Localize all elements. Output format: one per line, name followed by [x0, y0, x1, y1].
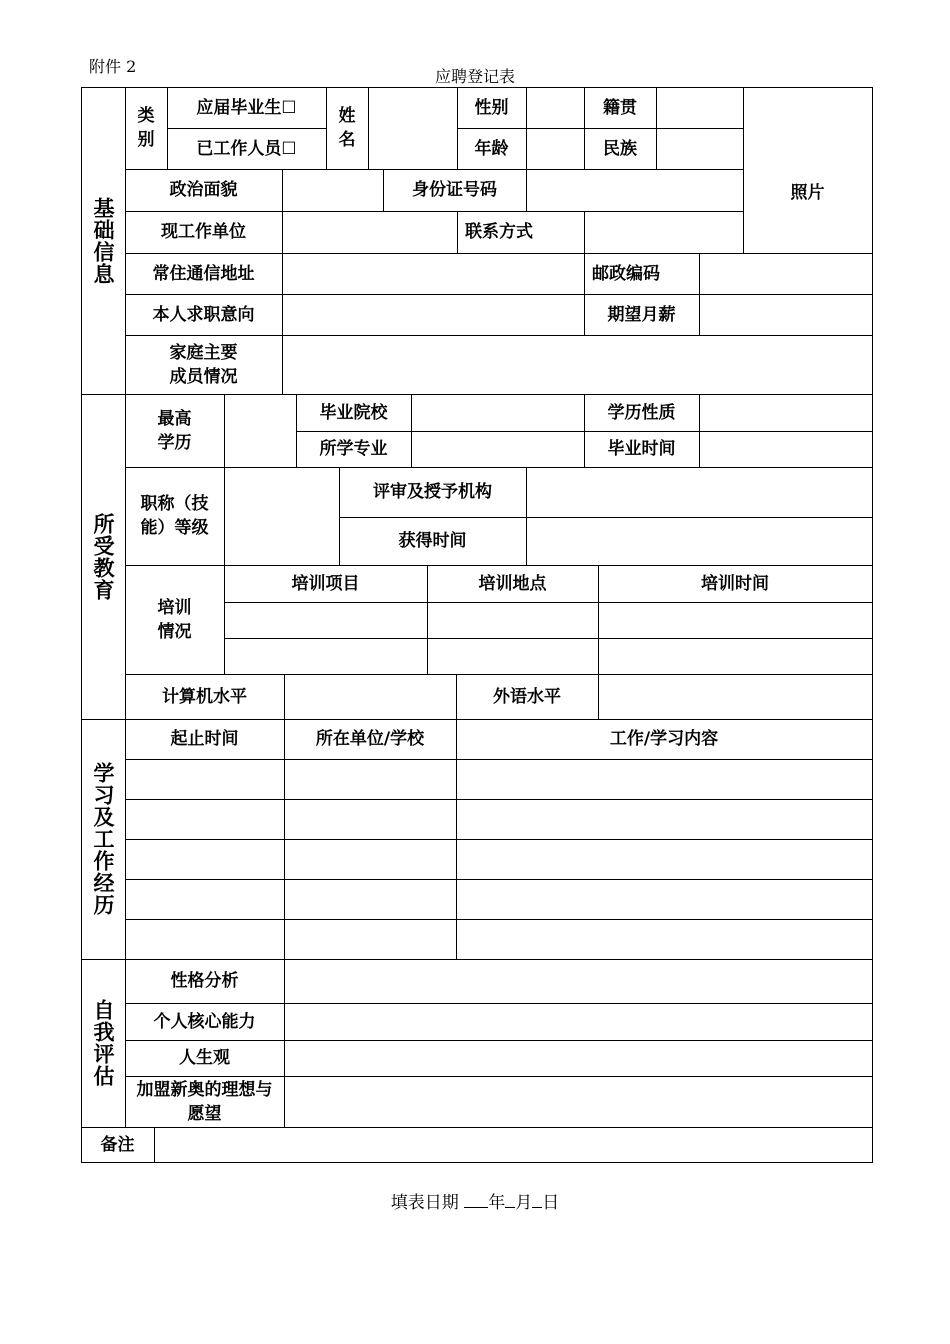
day-label: 日 — [542, 1193, 560, 1213]
expected-salary-label: 期望月薪 — [607, 304, 676, 325]
gender-field[interactable] — [526, 87, 584, 128]
degree-type-field[interactable] — [699, 394, 872, 431]
day-blank[interactable] — [532, 1191, 542, 1208]
obtained-time-label: 获得时间 — [398, 531, 467, 551]
training-time-field[interactable] — [598, 638, 872, 674]
experience-row[interactable] — [125, 839, 872, 879]
year-blank[interactable] — [464, 1191, 488, 1208]
experience-row[interactable] — [125, 759, 872, 799]
highest-degree-label: 最高学历 — [157, 408, 192, 453]
current-employer-label: 现工作单位 — [161, 222, 246, 242]
photo-box[interactable]: 照片 — [790, 182, 825, 203]
training-label: 培训情况 — [157, 597, 192, 642]
degree-type-label: 学历性质 — [607, 402, 676, 423]
experience-row[interactable] — [125, 879, 872, 919]
language-level-label: 外语水平 — [493, 686, 561, 707]
training-item-field[interactable] — [224, 602, 427, 638]
highest-degree-field[interactable] — [224, 394, 296, 467]
category-label: 类别 — [137, 106, 155, 150]
core-ability-field[interactable] — [284, 1003, 872, 1040]
expected-salary-field[interactable] — [699, 294, 872, 335]
section-experience: 学习及工作经历 — [91, 762, 115, 916]
ethnicity-label: 民族 — [603, 138, 637, 159]
training-item-header: 培训项目 — [291, 573, 360, 594]
job-intention-label: 本人求职意向 — [152, 304, 255, 325]
life-view-label: 人生观 — [179, 1048, 230, 1068]
address-field[interactable] — [282, 253, 584, 294]
gender-label: 性别 — [474, 97, 509, 118]
personality-label: 性格分析 — [170, 971, 239, 991]
school-field[interactable] — [411, 394, 584, 431]
age-field[interactable] — [526, 128, 584, 169]
political-field[interactable] — [282, 169, 383, 211]
experience-row[interactable] — [125, 799, 872, 839]
month-label: 月 — [515, 1193, 533, 1213]
ideal-label: 加盟新奥的理想与愿望 — [136, 1079, 273, 1124]
fill-date-label: 填表日期 — [390, 1193, 459, 1213]
address-label: 常住通信地址 — [152, 263, 255, 284]
training-time-header: 培训时间 — [701, 573, 769, 594]
fill-date — [0, 1188, 950, 1213]
training-place-field[interactable] — [427, 638, 598, 674]
language-level-field[interactable] — [598, 674, 872, 719]
computer-level-label: 计算机水平 — [162, 686, 247, 707]
age-label: 年龄 — [474, 138, 509, 159]
section-basic-info: 基础信息 — [91, 196, 115, 285]
period-header: 起止时间 — [170, 729, 239, 749]
job-intention-field[interactable] — [282, 294, 584, 335]
section-self-evaluation: 自我评估 — [91, 999, 115, 1087]
obtained-time-field[interactable] — [526, 517, 872, 565]
name-field[interactable] — [368, 87, 457, 169]
fresh-graduate-checkbox[interactable]: 应届毕业生☐ — [196, 97, 297, 118]
postcode-label: 邮政编码 — [592, 263, 660, 284]
training-time-field[interactable] — [598, 602, 872, 638]
form-title: 应聘登记表 — [434, 67, 515, 86]
major-field[interactable] — [411, 431, 584, 467]
ideal-field[interactable] — [284, 1076, 872, 1127]
training-item-field[interactable] — [224, 638, 427, 674]
current-employer-field[interactable] — [282, 211, 457, 253]
computer-level-field[interactable] — [284, 674, 456, 719]
family-field[interactable] — [282, 335, 872, 394]
id-number-label: 身份证号码 — [412, 180, 497, 200]
title-level-label: 职称（技能）等级 — [140, 494, 209, 538]
id-number-field[interactable] — [526, 169, 743, 211]
name-label: 姓名 — [338, 106, 356, 150]
year-label: 年 — [488, 1193, 506, 1213]
native-place-label: 籍贯 — [603, 97, 637, 118]
life-view-field[interactable] — [284, 1040, 872, 1076]
training-place-header: 培训地点 — [478, 573, 547, 594]
native-place-field[interactable] — [656, 87, 743, 128]
remark-label: 备注 — [100, 1135, 135, 1155]
month-blank[interactable] — [505, 1191, 515, 1208]
school-label: 毕业院校 — [319, 402, 388, 423]
postcode-field[interactable] — [699, 253, 872, 294]
family-label: 家庭主要成员情况 — [169, 342, 238, 387]
experience-row[interactable] — [125, 919, 872, 959]
core-ability-label: 个人核心能力 — [153, 1011, 256, 1032]
employed-checkbox[interactable]: 已工作人员☐ — [196, 138, 297, 159]
org-header: 所在单位/学校 — [315, 729, 425, 749]
attachment-label: 附件 2 — [89, 57, 137, 76]
content-header: 工作/学习内容 — [609, 729, 719, 749]
major-label: 所学专业 — [319, 439, 388, 459]
political-label: 政治面貌 — [169, 180, 238, 200]
remark-field[interactable] — [154, 1127, 872, 1163]
personality-field[interactable] — [284, 959, 872, 1003]
training-place-field[interactable] — [427, 602, 598, 638]
grad-time-label: 毕业时间 — [607, 439, 676, 459]
issuer-field[interactable] — [526, 467, 872, 517]
contact-field[interactable] — [584, 211, 743, 253]
application-form — [81, 87, 873, 1163]
ethnicity-field[interactable] — [656, 128, 743, 169]
issuer-label: 评审及授予机构 — [373, 482, 492, 502]
grad-time-field[interactable] — [699, 431, 872, 467]
section-education: 所受教育 — [91, 512, 115, 601]
contact-label: 联系方式 — [465, 222, 533, 242]
title-level-field[interactable] — [224, 467, 339, 565]
